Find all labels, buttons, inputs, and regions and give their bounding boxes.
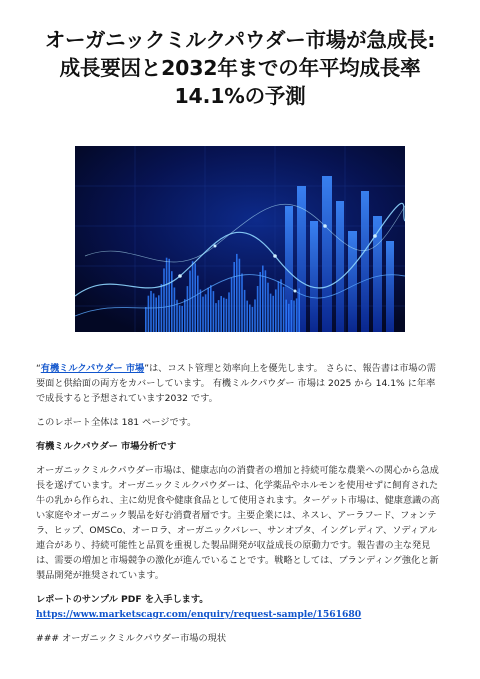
hero-wave-bar [246,301,248,332]
hero-wave-bar [145,307,147,332]
hero-wave-bar [249,305,251,333]
hero-wave-bar [161,284,163,332]
hero-wave-bar [213,291,215,332]
hero-wave-bar [288,304,290,332]
hero-wave-bar [163,268,165,332]
intro-text: ”は、コスト管理と効率向上を優先します。 さらに、報告書は市場の需要面と供給面の両方をカバーしています。 有機ミルクパウダー 市場は 2025 から 14.1% に年率で成長すると予想されています2032 です。 [36,363,436,404]
sample-label: レポートのサンプル PDF を入手します。 [36,594,209,605]
hero-wave-bar [257,286,259,332]
hero-wave-bar [296,298,298,332]
hero-wave-bar [187,286,189,332]
hero-wave-bar [158,295,160,332]
hero-wave-bar [298,288,300,332]
hero-wave-bar [265,270,267,332]
hero-wave-bar [280,279,282,332]
sample-url-link[interactable]: https://www.marketscagr.com/enquiry/request-sample/1561680 [36,609,362,620]
hero-wave-bar [210,285,212,332]
hero-wave-bar [293,301,295,333]
hero-wave-bar [236,254,238,332]
hero-wave-bar [171,271,173,332]
hero-wave-bar [150,291,152,332]
analysis-paragraph: オーガニックミルクパウダー市場は、健康志向の消費者の増加と持続可能な農業への関心から急成長を遂げています。オーガニックミルクパウダーは、化学薬品やホルモンを使用せずに飼育された牛の乳から作られ、主に幼児食や健康食品として使用されます。ターゲット市場は、健康意識の高い家庭やオーガニック製品を好む消費者層です。主要企業には、ネスレ、アーラフード、フォンテラ、ヒップ、OMSCo、オーロラ、オーガニックバレー、サンオプタ、イングレディア、ソディアル連合があり、持続可能性と品質を重視した製品開発が収益成長の原動力です。報告書の主な発見は、需要の増加と市場競争の激化が進んでいることです。戦略としては、ブランディング強化と新製品開発が推奨されています。 [36,465,440,581]
hero-wave-bar [262,266,264,333]
hero-wave-bar [148,296,150,332]
hero-wave-bar [291,300,293,332]
sample-paragraph [36,592,444,622]
hero-wave-bar [267,283,269,332]
hero-wave-bar [168,259,170,332]
hero-wave-bar [241,274,243,333]
hero-wave-bar [202,297,204,332]
hero-wave-bar [194,263,196,332]
hero-wave-bar [226,299,228,332]
hero-wave-bar [252,307,254,332]
analysis-heading: 有機ミルクパウダー 市場分析です [36,441,177,452]
hero-wave-bar [283,287,285,332]
hero-wave-bar [223,298,225,332]
hero-wave-bar [254,299,256,332]
hero-wave-bar [231,278,233,332]
hero-wave-bar [205,294,207,332]
hero-wave-bar [184,299,186,332]
hero-wave-bar [218,300,220,332]
hero-wave-bar [278,281,280,332]
hero-wave-bar [155,298,157,333]
hero-chart-image [75,146,405,332]
page-title: オーガニックミルクパウダー市場が急成長: 成長要因と2032年までの年平均成長率14.1%の予測 [44,28,436,108]
hero-wave-bar [174,288,176,333]
hero-wave-bar [270,294,272,332]
market-link[interactable]: 有機ミルクパウダー 市場 [40,363,145,374]
hero-wave-bar [207,288,209,332]
hero-wave-bar [272,296,274,332]
hero-wave-bar [259,272,261,332]
quote-mark: “ [36,363,41,374]
hero-wave-bar [166,258,168,332]
hero-wave-bar [220,296,222,332]
hero-wave-bar [153,293,155,332]
hero-wave-bar [285,300,287,332]
intro-paragraph [36,361,444,406]
hero-wave-bar [228,292,230,332]
hero-wave-bar [233,262,235,332]
article-body [36,361,444,646]
hero-wave-bar [200,290,202,333]
next-section-heading: ### オーガニックミルクパウダー市場の現状 [36,633,227,644]
hero-wave-bar [244,290,246,332]
hero-wave-bar [197,276,199,332]
hero-wave-bar [181,306,183,332]
hero-wave-bar [275,289,277,332]
page-count-text: このレポート全体は 181 ページです。 [36,417,197,428]
hero-wave-bar [215,303,217,332]
hero-wave-bar [239,259,241,332]
hero-wave-bar [189,271,191,332]
hero-wave-bar [179,305,181,332]
